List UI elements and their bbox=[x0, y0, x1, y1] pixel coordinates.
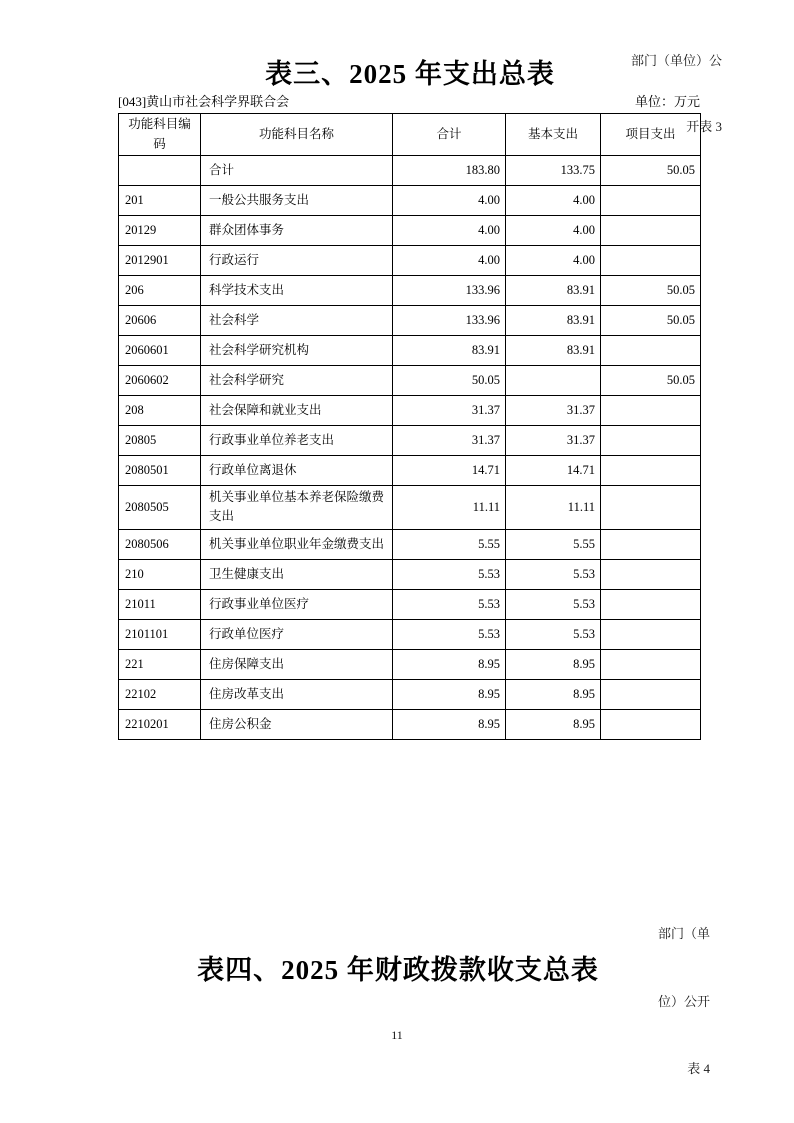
cell-function-code: 2080506 bbox=[119, 529, 201, 559]
cell-function-name: 社会科学 bbox=[201, 306, 393, 336]
cell-basic-expenditure: 133.75 bbox=[506, 156, 601, 186]
cell-function-name: 行政事业单位医疗 bbox=[201, 589, 393, 619]
cell-project-expenditure bbox=[601, 559, 701, 589]
cell-total: 8.95 bbox=[393, 649, 506, 679]
cell-basic-expenditure: 31.37 bbox=[506, 426, 601, 456]
top-right-note-line-2: 开表 3 bbox=[686, 119, 722, 134]
cell-function-name: 住房改革支出 bbox=[201, 679, 393, 709]
table-row bbox=[119, 589, 701, 619]
table-row bbox=[119, 649, 701, 679]
cell-function-code: 210 bbox=[119, 559, 201, 589]
cell-basic-expenditure bbox=[506, 366, 601, 396]
cell-project-expenditure bbox=[601, 529, 701, 559]
cell-total: 5.53 bbox=[393, 559, 506, 589]
cell-function-code: 20805 bbox=[119, 426, 201, 456]
col-header-project-expenditure: 项目支出 bbox=[601, 114, 701, 156]
cell-function-code: 2012901 bbox=[119, 246, 201, 276]
table-row bbox=[119, 486, 701, 530]
cell-total: 133.96 bbox=[393, 276, 506, 306]
cell-total: 133.96 bbox=[393, 306, 506, 336]
cell-project-expenditure bbox=[601, 619, 701, 649]
cell-basic-expenditure: 83.91 bbox=[506, 306, 601, 336]
bottom-right-note-line-2: 位）公开 bbox=[657, 993, 710, 1009]
table-row bbox=[119, 619, 701, 649]
cell-function-code: 2060601 bbox=[119, 336, 201, 366]
col-header-function-name: 功能科目名称 bbox=[201, 114, 393, 156]
cell-function-name: 社会保障和就业支出 bbox=[201, 396, 393, 426]
cell-function-code: 2080505 bbox=[119, 486, 201, 530]
cell-function-name: 社会科学研究机构 bbox=[201, 336, 393, 366]
cell-basic-expenditure: 5.55 bbox=[506, 529, 601, 559]
cell-total: 5.53 bbox=[393, 619, 506, 649]
cell-basic-expenditure: 5.53 bbox=[506, 589, 601, 619]
bottom-right-note-line-1: 部门（单 bbox=[657, 926, 710, 941]
table3-title: 表三、2025 年支出总表 bbox=[265, 59, 555, 89]
cell-function-code: 208 bbox=[119, 396, 201, 426]
cell-total: 183.80 bbox=[393, 156, 506, 186]
page-number: 11 bbox=[391, 1028, 403, 1042]
cell-project-expenditure: 50.05 bbox=[601, 366, 701, 396]
cell-function-name: 机关事业单位基本养老保险缴费支出 bbox=[201, 486, 393, 530]
cell-basic-expenditure: 83.91 bbox=[506, 336, 601, 366]
col-header-function-code: 功能科目编码 bbox=[119, 114, 201, 156]
table-row bbox=[119, 336, 701, 366]
cell-function-code: 221 bbox=[119, 649, 201, 679]
cell-project-expenditure bbox=[601, 216, 701, 246]
cell-function-name: 住房公积金 bbox=[201, 709, 393, 739]
cell-function-code: 206 bbox=[119, 276, 201, 306]
cell-project-expenditure: 50.05 bbox=[601, 276, 701, 306]
cell-function-name: 群众团体事务 bbox=[201, 216, 393, 246]
cell-project-expenditure bbox=[601, 186, 701, 216]
cell-function-name: 行政单位医疗 bbox=[201, 619, 393, 649]
col-header-total: 合计 bbox=[393, 114, 506, 156]
organization-name: [043]黄山市社会科学界联合会 bbox=[118, 94, 290, 109]
cell-function-name: 机关事业单位职业年金缴费支出 bbox=[201, 529, 393, 559]
cell-total: 4.00 bbox=[393, 186, 506, 216]
cell-project-expenditure: 50.05 bbox=[601, 156, 701, 186]
cell-function-name: 一般公共服务支出 bbox=[201, 186, 393, 216]
cell-total: 83.91 bbox=[393, 336, 506, 366]
top-right-note-line-1: 部门（单位）公 bbox=[630, 53, 722, 68]
cell-project-expenditure: 50.05 bbox=[601, 306, 701, 336]
table-row bbox=[119, 456, 701, 486]
cell-total: 50.05 bbox=[393, 366, 506, 396]
cell-project-expenditure bbox=[601, 649, 701, 679]
cell-total: 8.95 bbox=[393, 709, 506, 739]
cell-basic-expenditure: 8.95 bbox=[506, 649, 601, 679]
cell-total: 5.53 bbox=[393, 589, 506, 619]
cell-total: 5.55 bbox=[393, 529, 506, 559]
cell-basic-expenditure: 14.71 bbox=[506, 456, 601, 486]
table-row bbox=[119, 396, 701, 426]
table3-meta-row bbox=[118, 91, 700, 110]
table-row bbox=[119, 559, 701, 589]
cell-basic-expenditure: 4.00 bbox=[506, 186, 601, 216]
cell-basic-expenditure: 4.00 bbox=[506, 246, 601, 276]
table-row bbox=[119, 679, 701, 709]
table-row bbox=[119, 366, 701, 396]
cell-basic-expenditure: 83.91 bbox=[506, 276, 601, 306]
table-row bbox=[119, 529, 701, 559]
cell-project-expenditure bbox=[601, 486, 701, 530]
cell-function-name: 行政事业单位养老支出 bbox=[201, 426, 393, 456]
cell-total: 14.71 bbox=[393, 456, 506, 486]
cell-function-code: 22102 bbox=[119, 679, 201, 709]
cell-function-name: 卫生健康支出 bbox=[201, 559, 393, 589]
cell-function-code bbox=[119, 156, 201, 186]
cell-project-expenditure bbox=[601, 426, 701, 456]
cell-basic-expenditure: 4.00 bbox=[506, 216, 601, 246]
cell-project-expenditure bbox=[601, 456, 701, 486]
table-row bbox=[119, 306, 701, 336]
cell-basic-expenditure: 5.53 bbox=[506, 619, 601, 649]
cell-project-expenditure bbox=[601, 589, 701, 619]
col-header-basic-expenditure: 基本支出 bbox=[506, 114, 601, 156]
cell-project-expenditure bbox=[601, 396, 701, 426]
cell-basic-expenditure: 31.37 bbox=[506, 396, 601, 426]
bottom-right-note bbox=[658, 878, 710, 1123]
table-row bbox=[119, 276, 701, 306]
table-row bbox=[119, 156, 701, 186]
cell-basic-expenditure: 8.95 bbox=[506, 709, 601, 739]
cell-function-name: 科学技术支出 bbox=[201, 276, 393, 306]
cell-total: 31.37 bbox=[393, 396, 506, 426]
cell-basic-expenditure: 8.95 bbox=[506, 679, 601, 709]
cell-total: 4.00 bbox=[393, 216, 506, 246]
cell-basic-expenditure: 11.11 bbox=[506, 486, 601, 530]
cell-project-expenditure bbox=[601, 246, 701, 276]
cell-function-name: 行政运行 bbox=[201, 246, 393, 276]
cell-function-name: 社会科学研究 bbox=[201, 366, 393, 396]
cell-total: 8.95 bbox=[393, 679, 506, 709]
cell-function-name: 住房保障支出 bbox=[201, 649, 393, 679]
cell-function-code: 20606 bbox=[119, 306, 201, 336]
cell-function-code: 2060602 bbox=[119, 366, 201, 396]
table-header-row bbox=[119, 114, 701, 156]
cell-project-expenditure bbox=[601, 709, 701, 739]
table-row bbox=[119, 709, 701, 739]
cell-function-code: 2101101 bbox=[119, 619, 201, 649]
cell-function-code: 21011 bbox=[119, 589, 201, 619]
cell-total: 4.00 bbox=[393, 246, 506, 276]
table-row bbox=[119, 246, 701, 276]
cell-project-expenditure bbox=[601, 336, 701, 366]
unit-label: 单位：万元 bbox=[634, 94, 700, 109]
cell-function-name: 合计 bbox=[201, 156, 393, 186]
cell-total: 11.11 bbox=[393, 486, 506, 530]
table-row bbox=[119, 216, 701, 246]
cell-basic-expenditure: 5.53 bbox=[506, 559, 601, 589]
expenditure-summary-table bbox=[118, 113, 701, 740]
cell-project-expenditure bbox=[601, 679, 701, 709]
cell-function-name: 行政单位离退休 bbox=[201, 456, 393, 486]
cell-function-code: 20129 bbox=[119, 216, 201, 246]
table4-title: 表四、2025 年财政拨款收支总表 bbox=[197, 955, 599, 985]
cell-function-code: 2210201 bbox=[119, 709, 201, 739]
cell-total: 31.37 bbox=[393, 426, 506, 456]
bottom-right-note-line-3: 表 4 bbox=[687, 1061, 710, 1076]
table-row bbox=[119, 186, 701, 216]
cell-function-code: 201 bbox=[119, 186, 201, 216]
cell-function-code: 2080501 bbox=[119, 456, 201, 486]
table-row bbox=[119, 426, 701, 456]
